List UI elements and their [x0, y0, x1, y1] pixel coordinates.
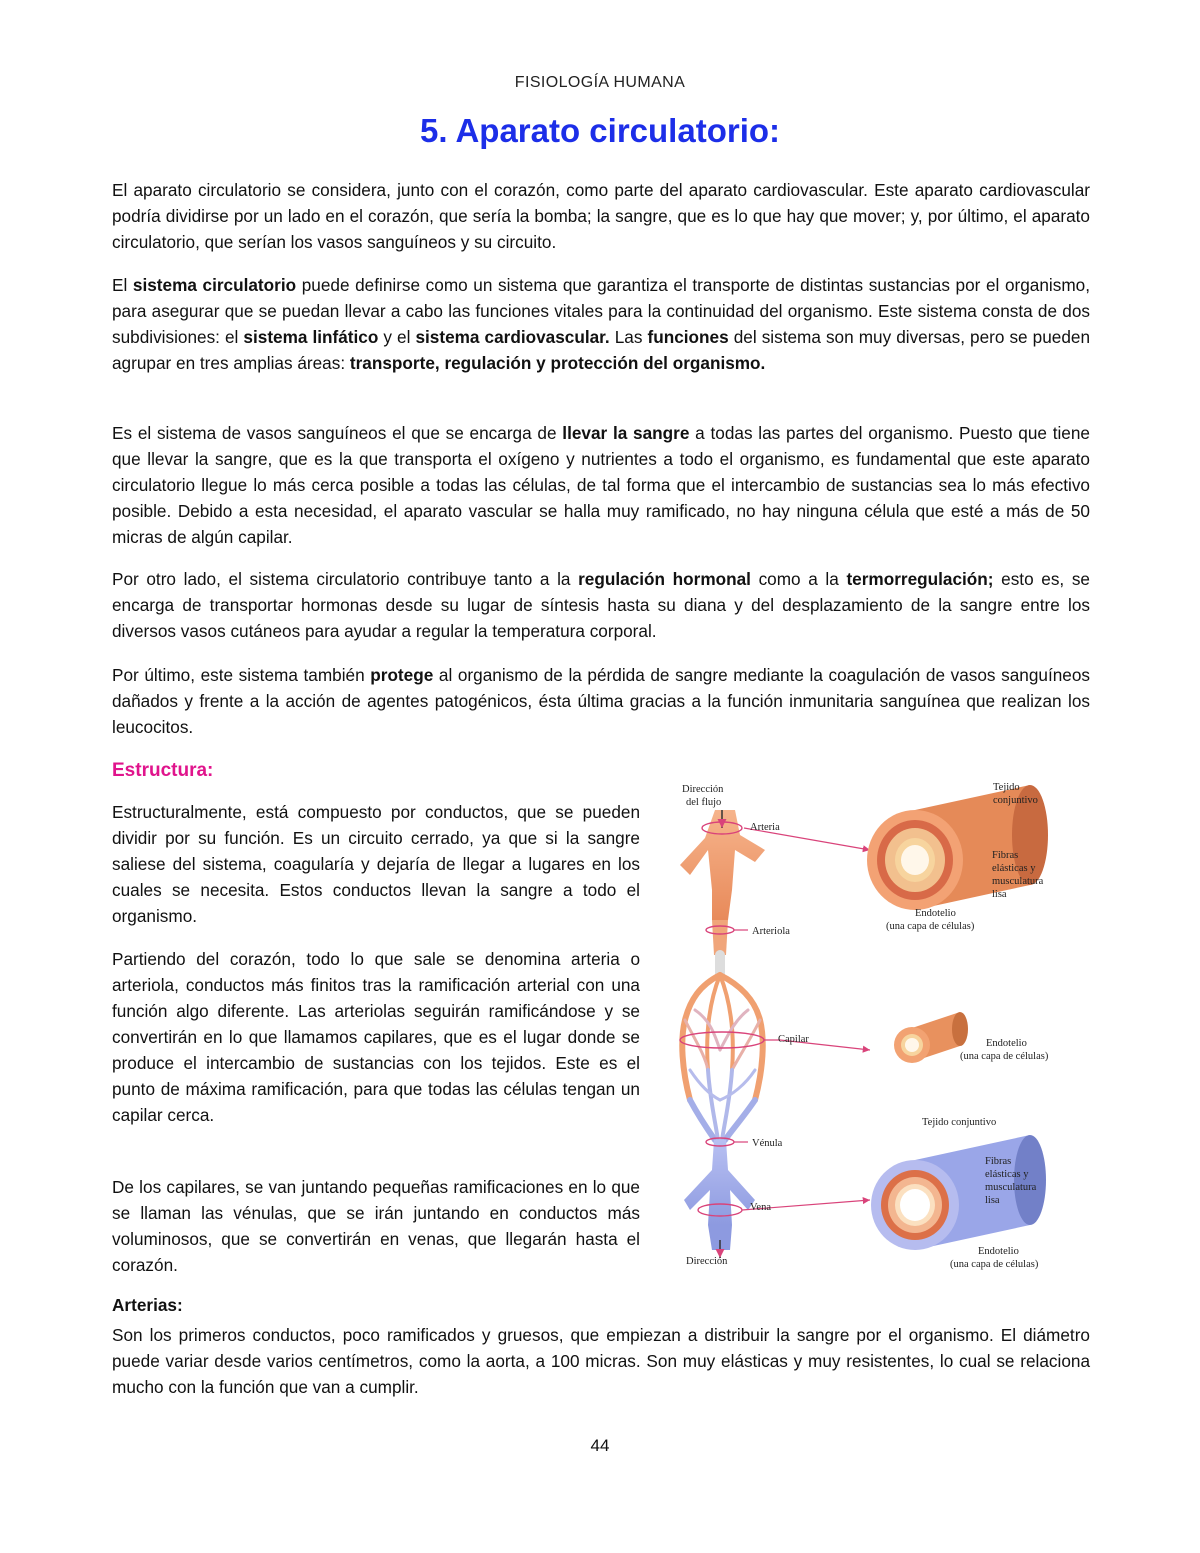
label-arteria: Arteria — [750, 822, 780, 833]
label-direccion: Dirección — [686, 1256, 728, 1267]
label-arteriola: Arteriola — [752, 926, 790, 937]
label-fibras-2: elásticas y — [992, 863, 1036, 874]
label-vena: Vena — [750, 1202, 771, 1213]
paragraph-regulacion: Por otro lado, el sistema circulatorio contribuye tanto a la regulación hormonal como a la termorregulación; esto es, se encarga de transportar hormonas desde su lugar de síntesis hasta su diana y del desplazamiento de la sangre entre los diversos vasos cutáneos para ayudar a regular la temperatura corporal. — [112, 569, 1090, 641]
vein-branch — [684, 1140, 755, 1250]
section-title: 5. Aparato circulatorio: — [419, 112, 781, 149]
arterias-heading: Arterias: — [112, 1295, 183, 1315]
running-header: FISIOLOGÍA HUMANA — [514, 74, 686, 91]
paragraph-intro: El aparato circulatorio se considera, junto con el corazón, como parte del aparato cardiovascular. Este aparato cardiovascular podría dividirse por un lado en el corazón, que sería la bomba; la sangre, que es lo que hay que mover; y, por último, el aparato circulatorio, que serían los vasos sanguíneos y su circuito. — [112, 180, 1090, 252]
paragraph-estructura-3: De los capilares, se van juntando pequeñas ramificaciones en lo que se llaman las vénulas, que se irán juntando en conductos más voluminosos, que se convertirán en venas, que llegarán hasta el corazón. — [112, 1177, 640, 1275]
label-endotelio-cap-1: Endotelio — [986, 1038, 1027, 1049]
paragraph-estructura-2: Partiendo del corazón, todo lo que sale se denomina arteria o arteriola, conductos más finitos tras la ramificación arterial con una función algo diferente. Las arteriolas seguirán ramificándose y se convertirán en lo que llamamos capilares, que es el lugar donde se produce el intercambio de sustancias con los tejidos. Este es el punto de máxima ramificación, para que todas las células tengan un capilar cerca. — [112, 949, 640, 1125]
paragraph-sistema-circulatorio: El sistema circulatorio puede definirse como un sistema que garantiza el transporte de distintas sustancias por el organismo, para asegurar que se puedan llevar a cabo las funciones vitales para la continuidad del organismo. Este sistema consta de dos subdivisiones: el sistema linfático y el sistema cardiovascular. Las funciones del sistema son muy diversas, pero se pueden agrupar en tres amplias áreas: transporte, regulación y protección del organismo. — [112, 275, 1091, 373]
label-fibras-3: musculatura — [992, 876, 1044, 887]
label-endotelio-cap-2: (una capa de células) — [960, 1051, 1049, 1062]
label-fibras-v-2: elásticas y — [985, 1169, 1029, 1180]
label-tejido-2: conjuntivo — [993, 795, 1038, 806]
label-direccion-flujo-2: del flujo — [686, 797, 722, 808]
paragraph-vasos-sanguineos: Es el sistema de vasos sanguíneos el que se encarga de llevar la sangre a todas las partes del organismo. Puesto que tiene que llevar la sangre, que es la que transporta el oxígeno y nutrientes a todo el organismo, es fundamental que este aparato circulatorio llegue lo más cerca posible a todas las células, de tal forma que el intercambio de sustancias sea lo más efectivo posible. Debido a esta necesidad, el aparato vascular se halla muy ramificado, no hay ninguna célula que esté a más de 50 micras de algún capilar. — [112, 423, 1090, 547]
label-venula: Vénula — [752, 1138, 783, 1149]
page-number: 44 — [590, 1436, 610, 1455]
label-tejido-1: Tejido — [993, 782, 1020, 793]
label-tejido-vena: Tejido conjuntivo — [922, 1117, 997, 1128]
paragraph-proteccion: Por último, este sistema también protege al organismo de la pérdida de sangre mediante la coagulación de vasos sanguíneos dañados y frente a la acción de agentes patogénicos, ésta última gracias a la función inmunitaria sanguínea que realizan los leucocitos. — [112, 665, 1090, 737]
label-endotelio-v-2: (una capa de células) — [950, 1259, 1039, 1270]
capillary-cross-section — [894, 1012, 968, 1063]
label-leaders — [734, 828, 870, 1210]
paragraph-arterias: Son los primeros conductos, poco ramificados y gruesos, que empiezan a distribuir la sangre por el organismo. El diámetro puede variar desde varios centímetros, como la aorta, a 100 micras. Son muy elásticas y muy resistentes, lo cual se relaciona mucho con la función que van a cumplir. — [112, 1325, 1090, 1397]
label-direccion-flujo-1: Dirección — [682, 784, 724, 795]
label-fibras-1: Fibras — [992, 850, 1019, 861]
estructura-heading: Estructura: — [112, 760, 214, 781]
label-endotelio-v-1: Endotelio — [978, 1246, 1019, 1257]
label-endotelio-2: (una capa de células) — [886, 921, 975, 932]
label-endotelio-1: Endotelio — [915, 908, 956, 919]
label-fibras-v-3: musculatura — [985, 1182, 1037, 1193]
label-fibras-4: lisa — [992, 889, 1007, 900]
label-fibras-v-4: lisa — [985, 1195, 1000, 1206]
label-capilar: Capilar — [778, 1034, 809, 1045]
paragraph-estructura-1: Estructuralmente, está compuesto por conductos, que se pueden dividir por su función. Es un circuito cerrado, ya que si la sangre saliese del sistema, coagularía y dejaría de llegar a lugares en los cuales se necesita. Estos conductos llevan la sangre a todo el organismo. — [112, 802, 640, 926]
label-fibras-v-1: Fibras — [985, 1156, 1012, 1167]
blood-vessel-diagram — [660, 770, 1080, 1280]
